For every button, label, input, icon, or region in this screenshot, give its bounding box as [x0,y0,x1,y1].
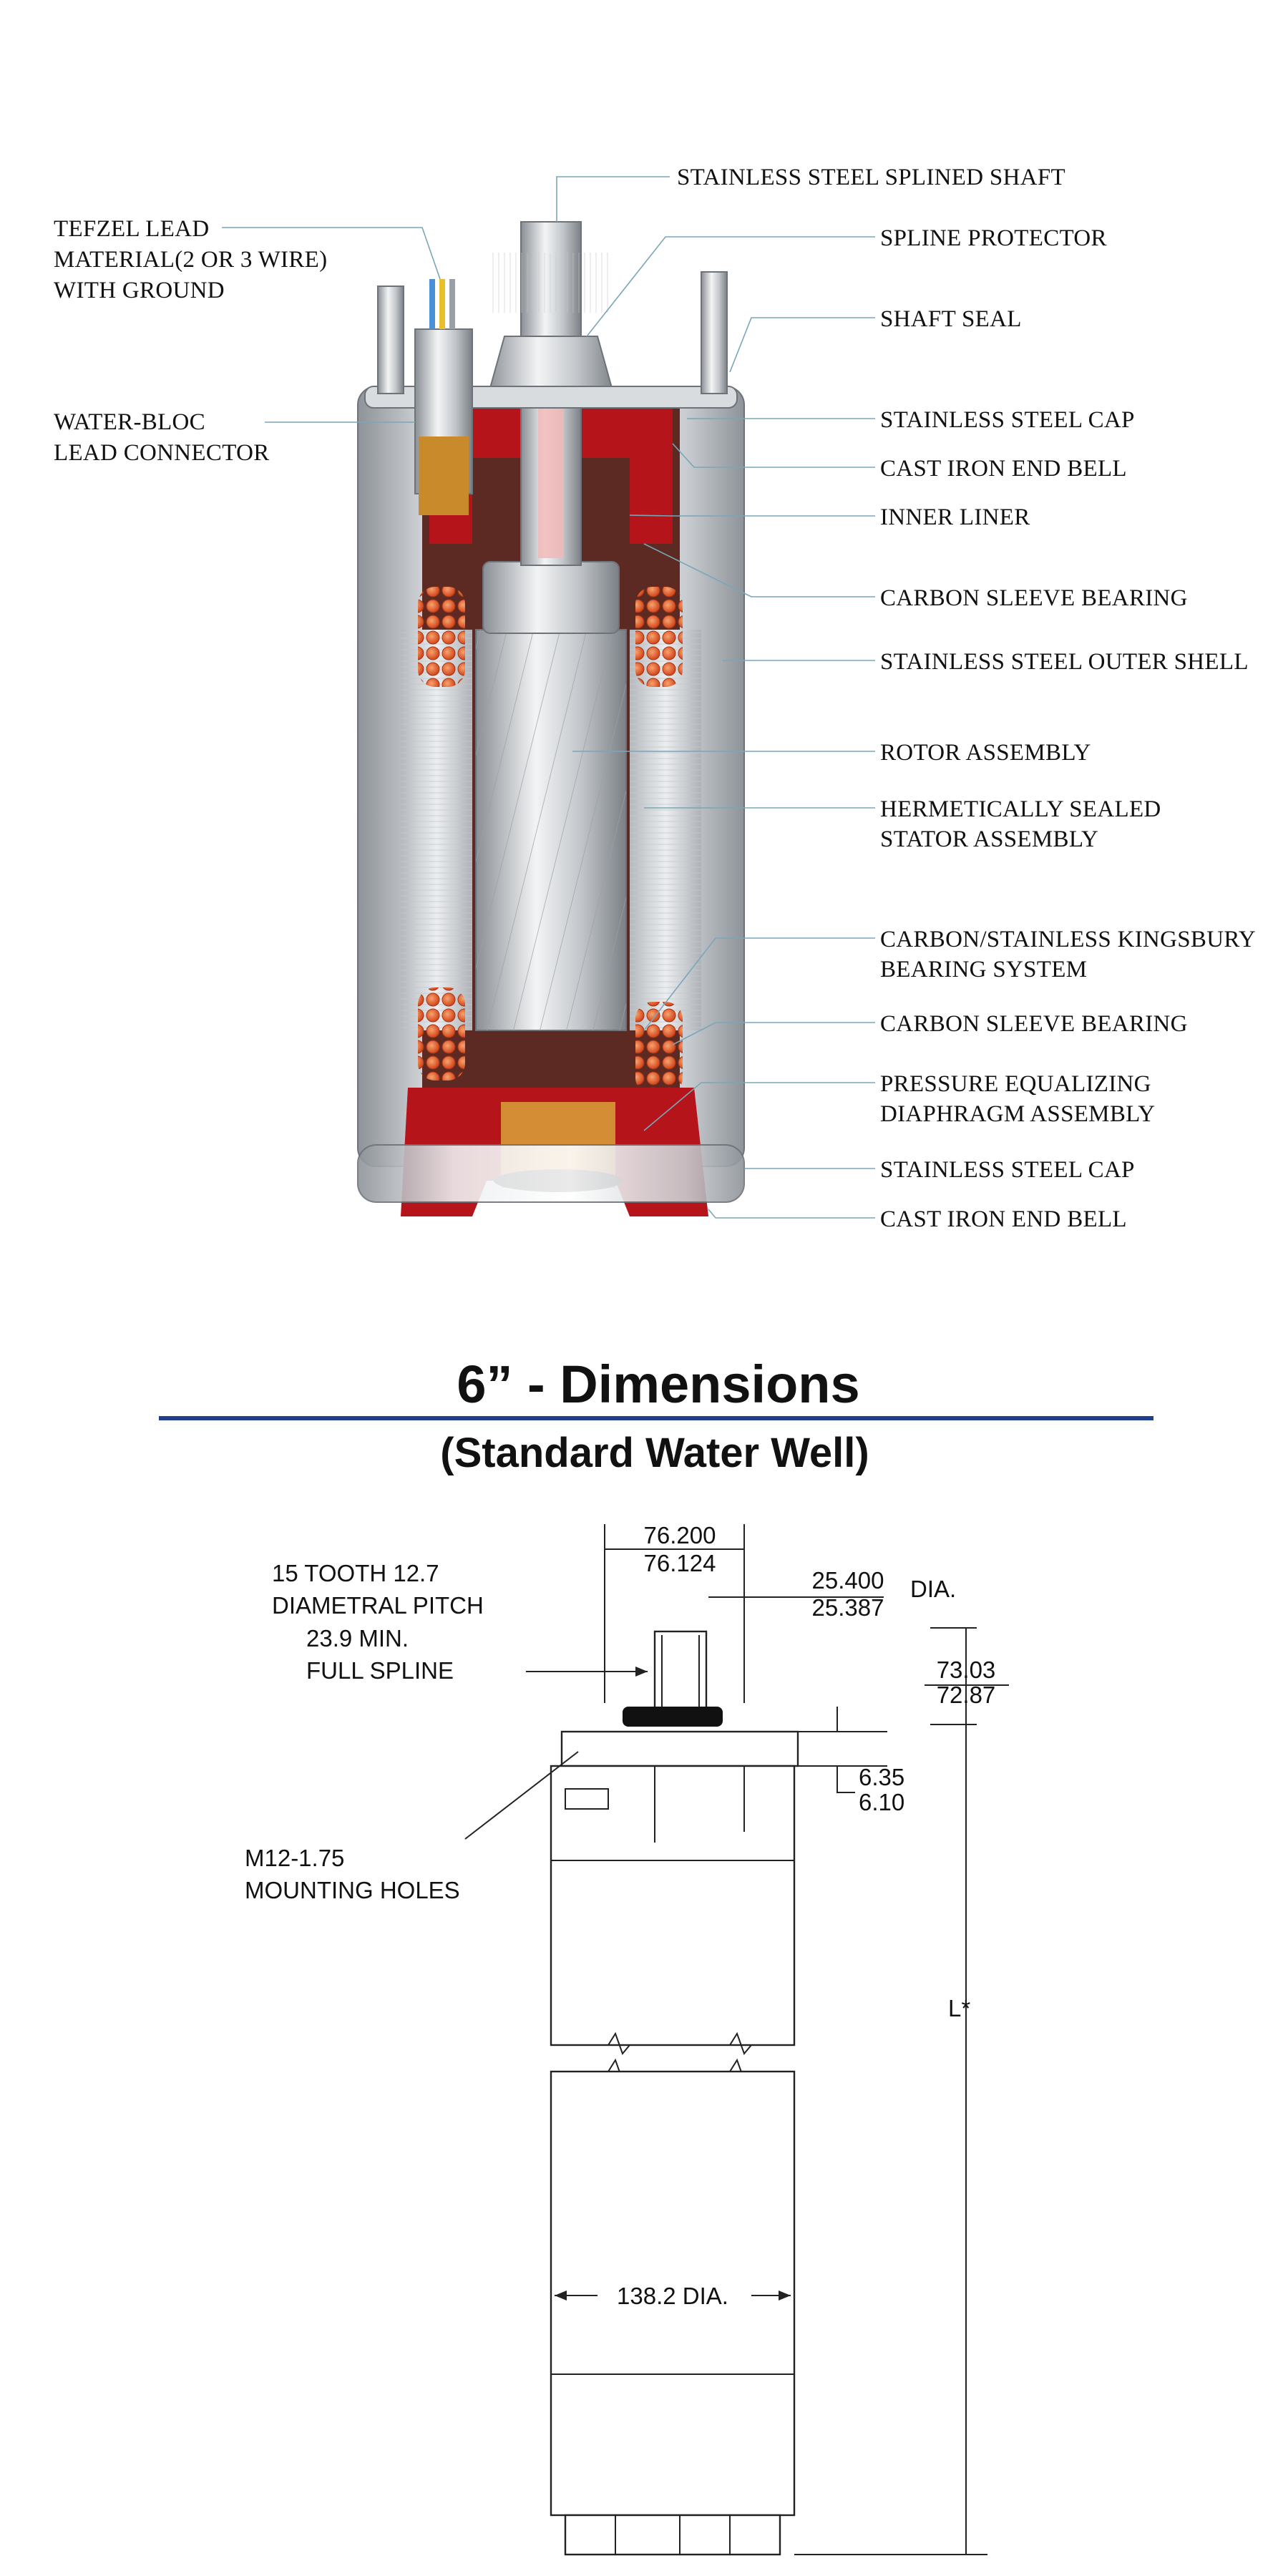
label-kingsbury: CARBON/STAINLESS KINGSBURY BEARING SYSTEM [880,927,1255,982]
shaft-len-upper: 73.03 [936,1657,996,1683]
label-spline-protector: SPLINE PROTECTOR [880,225,1107,251]
label-sleeve-bearing-bottom: CARBON SLEEVE BEARING [880,1011,1188,1037]
lead-wire-gray [449,279,455,329]
label-end-bell-top: CAST IRON END BELL [880,456,1127,482]
stator-left-lines [401,630,472,1030]
flange-dim-lower: 6.10 [859,1789,905,1815]
right-stud [701,272,727,394]
lead-wire-blue [429,279,435,329]
left-stud [378,286,404,394]
shaft-dia-lower: 25.387 [811,1594,884,1621]
pilot-dim-upper: 76.200 [643,1522,716,1548]
label-rotor: ROTOR ASSEMBLY [880,740,1091,766]
coil-top-left [418,587,465,687]
coil-bottom-right [635,1002,683,1095]
label-inner-liner: INNER LINER [880,504,1030,530]
label-outer-shell: STAINLESS STEEL OUTER SHELL [880,649,1249,675]
outline-shaft-seal [623,1707,723,1727]
inner-liner-shape [538,401,564,558]
shaft-splines [490,253,612,313]
label-cap-top: STAINLESS STEEL CAP [880,407,1135,433]
spline-note: 15 TOOTH 12.7 DIAMETRAL PITCH 23.9 MIN. FULL SPLINE [272,1560,484,1684]
lead-wire-yellow [439,279,445,329]
pilot-dim-lower: 76.124 [643,1550,716,1576]
motor-outline-drawing [551,1631,798,2555]
dimensions-section [159,1355,1153,2555]
label-sleeve-bearing-top: CARBON SLEEVE BEARING [880,585,1188,611]
right-labels [677,165,1261,1232]
spline-note-arrowhead [635,1667,648,1677]
lead-connector-brass [419,436,469,515]
bottom-cap [358,1145,744,1202]
length-label: L* [948,1995,971,2021]
label-stator: HERMETICALLY SEALED STATOR ASSEMBLY [880,796,1161,852]
body-dia-label: 138.2 DIA. [617,2283,728,2309]
label-cap-bottom: STAINLESS STEEL CAP [880,1157,1135,1183]
label-water-bloc: WATER-BLOC LEAD CONNECTOR [54,409,270,466]
shaft-len-lower: 72.87 [936,1682,996,1708]
label-diaphragm: PRESSURE EQUALIZING DIAPHRAGM ASSEMBLY [880,1071,1156,1127]
flange-dim-upper: 6.35 [859,1764,905,1790]
outline-flange [562,1732,798,1766]
motor-cutaway-illustration [358,222,744,1216]
outline-bolt [565,1789,608,1809]
dimensions-subtitle: (Standard Water Well) [440,1430,869,1476]
dimensions-title: 6” - Dimensions [457,1355,860,1414]
label-tefzel-lead: TEFZEL LEAD MATERIAL(2 OR 3 WIRE) WITH GROUND [54,216,328,303]
left-labels [54,216,333,466]
label-shaft-seal: SHAFT SEAL [880,306,1022,332]
upper-bearing-drum [483,562,619,633]
shaft-dia-upper: 25.400 [811,1567,884,1594]
shaft-dia-suffix: DIA. [910,1576,957,1602]
rotor-bars [476,630,626,1030]
mounting-note: M12-1.75 MOUNTING HOLES [245,1845,460,1903]
coil-top-right [635,587,683,687]
label-end-bell-bottom: CAST IRON END BELL [880,1206,1127,1232]
label-splined-shaft: STAINLESS STEEL SPLINED SHAFT [677,165,1065,190]
coil-bottom-left [418,987,465,1080]
outline-foot-left [565,2515,780,2555]
